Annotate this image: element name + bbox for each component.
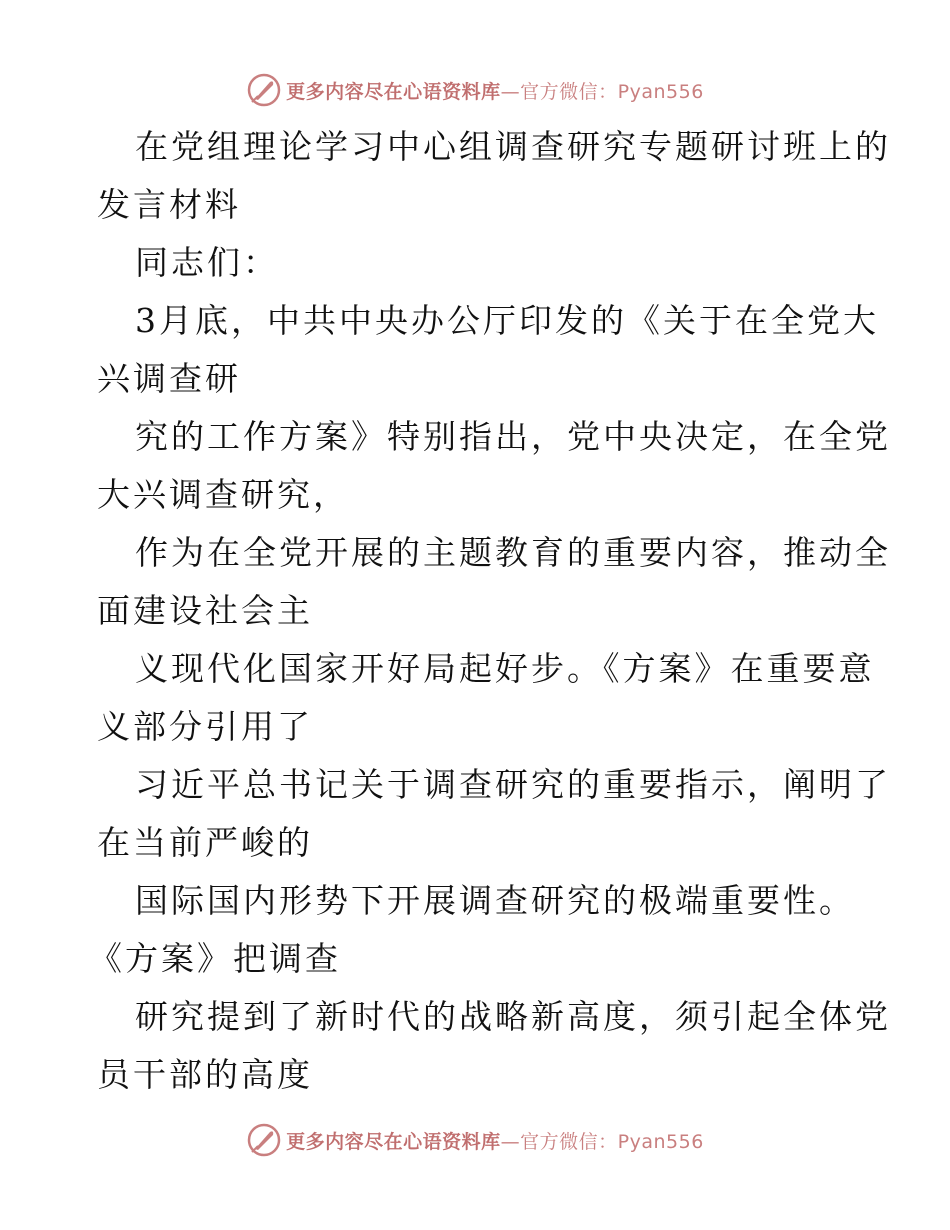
watermark-header xyxy=(0,70,950,110)
text-line: 究的工作方案》特别指出，党中央决定，在全党 xyxy=(135,417,891,456)
text-line: 义现代化国家开好局起好步。《方案》在重要意 xyxy=(135,649,875,688)
text-line: 作为在全党开展的主题教育的重要内容，推动全 xyxy=(135,533,891,572)
text-line: 兴调查研 xyxy=(97,359,241,398)
quill-logo-icon xyxy=(246,72,282,108)
title-line-1: 在党组理论学习中心组调查研究专题研讨班上的 xyxy=(135,127,891,166)
text-line: 在当前严峻的 xyxy=(97,823,313,862)
watermark-footer xyxy=(0,1120,950,1160)
salutation: 同志们： xyxy=(135,243,279,282)
document-body xyxy=(89,118,891,1104)
text-line: 国际国内形势下开展调查研究的极端重要性。 xyxy=(135,881,855,920)
text-line: 面建设社会主 xyxy=(97,591,313,630)
text-line: 《方案》把调查 xyxy=(89,939,341,978)
text-line: 员干部的高度 xyxy=(97,1055,313,1094)
watermark-text: 更多内容尽在心语资料库—官方微信：Pyan556 xyxy=(286,80,704,103)
text-line: 大兴调查研究， xyxy=(97,475,349,514)
watermark-text: 更多内容尽在心语资料库—官方微信：Pyan556 xyxy=(286,1130,704,1153)
text-line: 习近平总书记关于调查研究的重要指示，阐明了 xyxy=(135,765,891,804)
text-line: 研究提到了新时代的战略新高度，须引起全体党 xyxy=(135,997,891,1036)
text-line: 3月底，中共中央办公厅印发的《关于在全党大 xyxy=(135,301,879,340)
quill-logo-icon xyxy=(246,1122,282,1158)
title-line-2: 发言材料 xyxy=(97,185,241,224)
text-line: 义部分引用了 xyxy=(97,707,313,746)
